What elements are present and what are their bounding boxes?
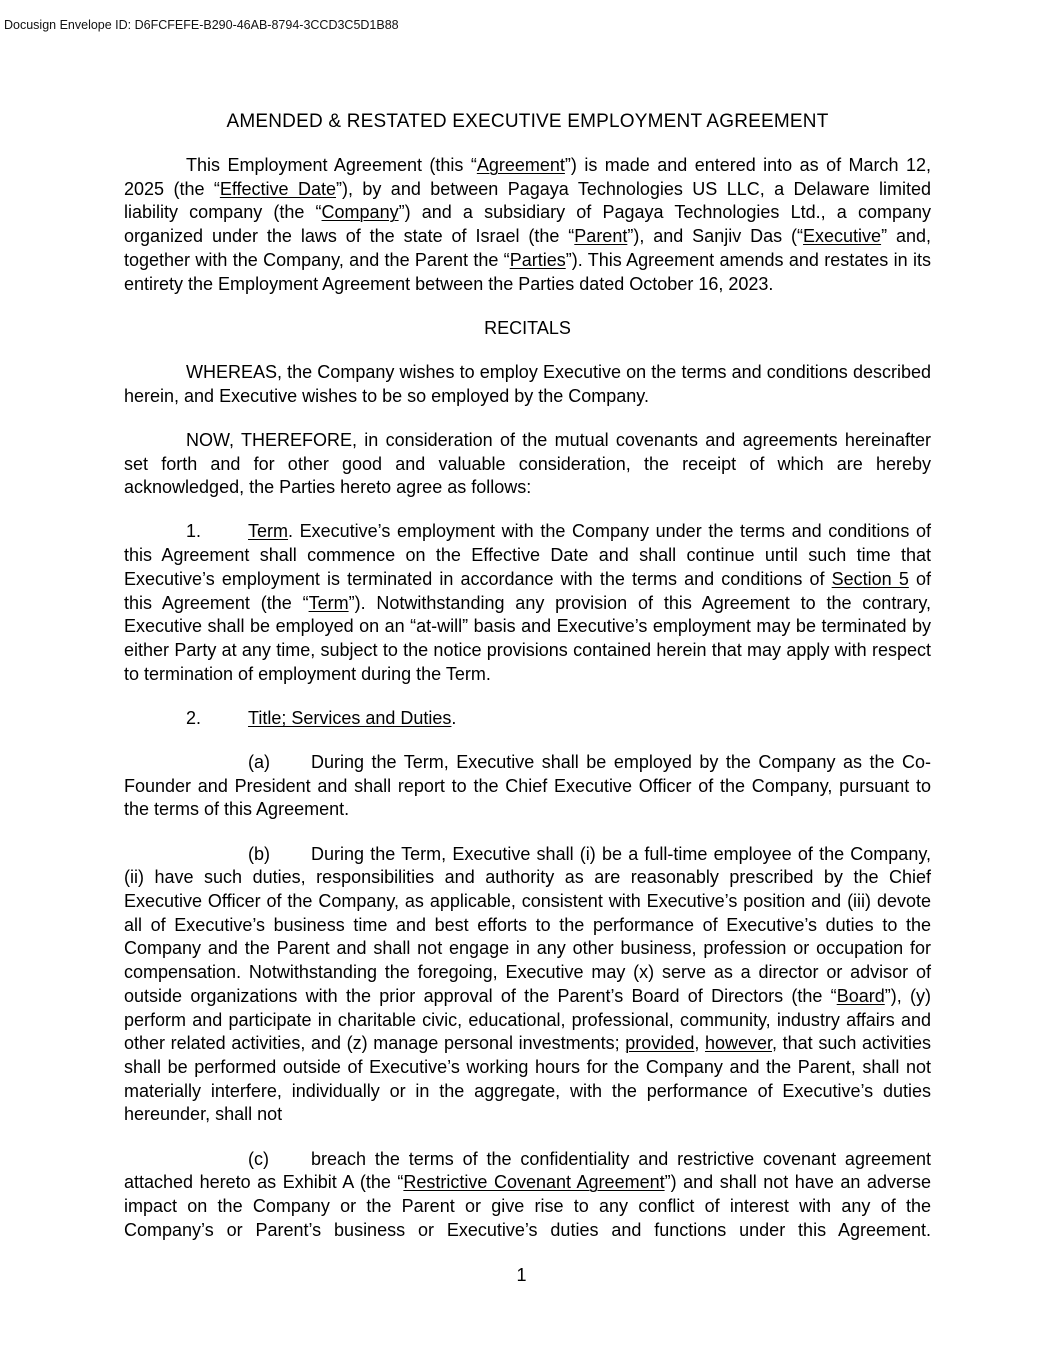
docusign-envelope-id: Docusign Envelope ID: D6FCFEFE-B290-46AB-8794-3CCD3C5D1B88	[4, 18, 399, 32]
defined-term-restrictive-covenant-agreement: Restrictive Covenant Agreement	[403, 1172, 665, 1193]
defined-term-parties: Parties	[509, 249, 566, 270]
section-1-number: 1.	[186, 521, 202, 542]
intro-paragraph	[124, 154, 931, 296]
intro-text: ” and, together with the Company, and the Parent the “	[124, 226, 931, 270]
section-2-number: 2.	[186, 707, 202, 728]
section-2c-text: breach the terms of the confidentiality and restrictive covenant agreement attached hereto as Exhibit A (the “	[124, 1148, 931, 1193]
intro-text: ”) is made and entered into as of March 12, 2025 (the “	[124, 155, 931, 199]
intro-text: ”), by and between Pagaya Technologies US LLC, a Delaware limited liability company (the “	[124, 178, 931, 223]
intro-text: ”) and a subsidiary of Pagaya Technologies Ltd., a company organized under the laws of the state of Israel (the “	[124, 202, 931, 247]
however-term: however	[704, 1033, 773, 1054]
defined-term-agreement: Agreement	[476, 155, 565, 175]
section-1-heading: Term	[248, 521, 288, 542]
section-2-heading-suffix: .	[451, 707, 457, 728]
section-1-term	[124, 520, 931, 686]
recitals-heading: RECITALS	[484, 317, 571, 338]
defined-term-company: Company	[321, 202, 399, 223]
defined-term-effective-date: Effective Date	[219, 178, 336, 199]
section-2b-text: , that such activities shall be performed outside of Executive’s working hours for the Company and the Parent, shall not materially interfere, individually or in the aggregate, with the performance of Executive’s duties hereunder, shall not	[124, 1033, 931, 1125]
defined-term-parent: Parent	[574, 226, 628, 247]
defined-term-term: Term	[308, 592, 349, 613]
agreement-title: AMENDED & RESTATED EXECUTIVE EMPLOYMENT AGREEMENT	[226, 111, 829, 132]
section-1-text: . Executive’s employment with the Company under the terms and conditions of this Agreement shall commence on the Effective Date and shall continue until such time that Executive’s employment is terminated in accordance with the terms and conditions of	[124, 521, 931, 589]
now-therefore-paragraph: NOW, THEREFORE, in consideration of the mutual covenants and agreements hereinafter set forth and for other good and valuable consideration, the receipt of which are hereby acknowledged, the Parties hereto agree as follows:	[124, 429, 931, 498]
defined-term-board: Board	[836, 985, 885, 1006]
section-2b	[124, 843, 931, 1127]
section-2a-label: (a)	[248, 752, 270, 773]
whereas-paragraph: WHEREAS, the Company wishes to employ Executive on the terms and conditions described herein, and Executive wishes to be so employed by the Company.	[124, 361, 931, 406]
section-1-text: of this Agreement (the “	[124, 568, 931, 613]
page-number: 1	[516, 1264, 527, 1285]
intro-text: This Employment Agreement (this “	[186, 155, 477, 175]
agreement-body	[124, 110, 931, 1287]
section-2c	[124, 1148, 931, 1243]
section-2b-label: (b)	[248, 843, 270, 864]
defined-term-executive: Executive	[803, 226, 882, 247]
section-1-text: ”). Notwithstanding any provision of this Agreement to the contrary, Executive shall be employed on an “at-will” basis and Executive’s employment may be terminated by either Party at any time, subject to the notice provisions contained herein that may apply with respect to termination of employment during the Term.	[124, 592, 931, 684]
section-2c-text: ”) and shall not have an adverse impact on the Company or the Parent or give rise to any conflict of interest with any of the Company’s or Parent’s business or Executive’s duties and functions under this Agreement.	[124, 1172, 931, 1240]
section-2c-label: (c)	[248, 1148, 269, 1169]
section-2b-text: During the Term, Executive shall (i) be a full-time employee of the Company, (ii) have such duties, responsibilities and authority as are reasonably prescribed by the Chief Executive Officer of the Company, as applicable, consistent with Executive’s position and (iii) devote all of Executive’s business time and best efforts to the performance of Executive’s duties to the Company and the Parent and shall not engage in any other business, profession or occupation for compensation. Notwithstanding the foregoing, Executive may (x) serve as a director or advisor of outside organizations with the prior approval of the Parent’s Board of Directors (the “	[124, 843, 931, 1006]
section-2a	[124, 751, 931, 822]
intro-text: ”). This Agreement amends and restates in its entirety the Employment Agreement between the Parties dated October 16, 2023.	[124, 249, 931, 294]
section-2-heading: Title; Services and Duties	[248, 707, 452, 728]
section-2b-text: ,	[694, 1033, 705, 1054]
section-2b-text: ”), (y) perform and participate in charitable civic, educational, professional, community, industry affairs and other related activities, and (z) manage personal investments;	[124, 985, 931, 1054]
intro-text: ”), and Sanjiv Das (“	[627, 226, 804, 247]
section-5-reference: Section 5	[831, 568, 909, 589]
section-2a-text: During the Term, Executive shall be employed by the Company as the Co-Founder and President and shall report to the Chief Executive Officer of the Company, pursuant to the terms of this Agreement.	[124, 752, 931, 820]
section-2-heading-line	[124, 707, 931, 731]
provided-term: provided	[625, 1033, 695, 1054]
